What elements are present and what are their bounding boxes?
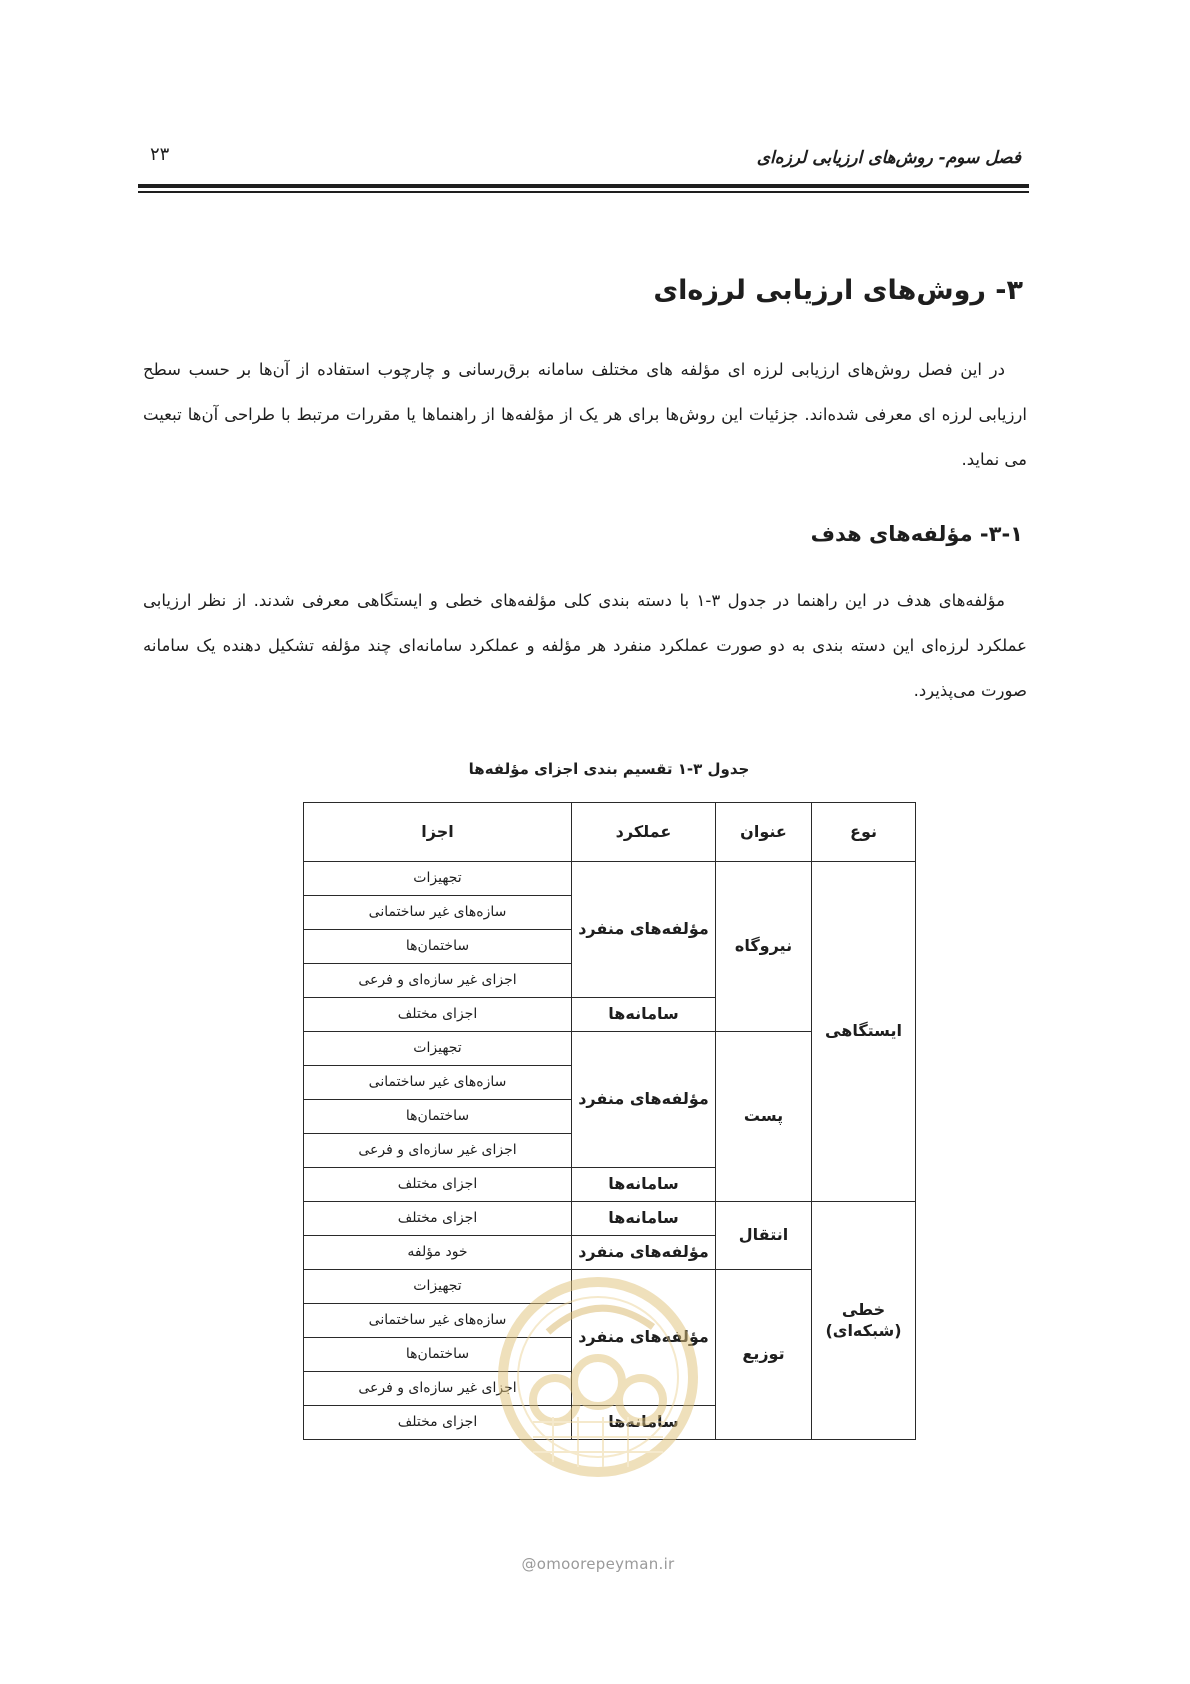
table-row (304, 862, 916, 896)
function-cell: مؤلفه‌های منفرد (572, 1270, 716, 1406)
header-type: نوع (812, 803, 916, 862)
header-rule-thick (138, 184, 1029, 188)
running-header: فصل سوم- روش‌های ارزیابی لرزه‌ای (756, 148, 1021, 168)
function-cell: مؤلفه‌های منفرد (572, 862, 716, 998)
function-cell: سامانه‌ها (572, 1168, 716, 1202)
title-cell: پست (716, 1032, 812, 1202)
part-cell: ساختمان‌ها (304, 930, 572, 964)
part-cell: اجزای مختلف (304, 1168, 572, 1202)
function-cell: سامانه‌ها (572, 1406, 716, 1440)
part-cell: ساختمان‌ها (304, 1100, 572, 1134)
part-cell: سازه‌های غیر ساختمانی (304, 896, 572, 930)
part-cell: سازه‌های غیر ساختمانی (304, 1066, 572, 1100)
header-rule-thin (138, 191, 1029, 193)
part-cell: تجهیزات (304, 1270, 572, 1304)
part-cell: اجزای غیر سازه‌ای و فرعی (304, 964, 572, 998)
chapter-heading: ۳- روش‌های ارزیابی لرزه‌ای (653, 275, 1023, 306)
function-cell: مؤلفه‌های منفرد (572, 1032, 716, 1168)
function-cell: مؤلفه‌های منفرد (572, 1236, 716, 1270)
part-cell: تجهیزات (304, 1032, 572, 1066)
header-title: عنوان (716, 803, 812, 862)
page-number: ۲۳ (150, 144, 170, 165)
part-cell: اجزای مختلف (304, 1202, 572, 1236)
section-heading: ۳-۱- مؤلفه‌های هدف (810, 522, 1023, 546)
type-cell: ایستگاهی (812, 862, 916, 1202)
title-cell: انتقال (716, 1202, 812, 1270)
table-caption: جدول ۳-۱ تقسیم بندی اجزای مؤلفه‌ها (468, 760, 750, 778)
part-cell: اجزای مختلف (304, 998, 572, 1032)
function-cell: سامانه‌ها (572, 998, 716, 1032)
part-cell: خود مؤلفه (304, 1236, 572, 1270)
components-table (303, 802, 916, 1440)
part-cell: سازه‌های غیر ساختمانی (304, 1304, 572, 1338)
part-cell: اجزای مختلف (304, 1406, 572, 1440)
function-cell: سامانه‌ها (572, 1202, 716, 1236)
intro-paragraph: در این فصل روش‌های ارزیابی لرزه ای مؤلفه های مختلف سامانه برق‌رسانی و چارچوب استفاده از آن‌ها بر حسب سطح ارزیابی لرزه ای معرفی شده‌اند. جزئیات این روش‌ها برای هر یک از مؤلفه‌ها از راهنماها یا مقررات مرتبط با طراحی آن‌ها تبعیت می نماید. (143, 360, 1027, 469)
header-parts: اجزا (304, 803, 572, 862)
part-cell: اجزای غیر سازه‌ای و فرعی (304, 1372, 572, 1406)
part-cell: ساختمان‌ها (304, 1338, 572, 1372)
table-row (304, 1202, 916, 1236)
title-cell: توزیع (716, 1270, 812, 1440)
part-cell: تجهیزات (304, 862, 572, 896)
title-cell: نیروگاه (716, 862, 812, 1032)
header-function: عملکرد (572, 803, 716, 862)
table-header-row (304, 803, 916, 862)
type-cell: خطی (شبکه‌ای) (812, 1202, 916, 1440)
section-paragraph: مؤلفه‌های هدف در این راهنما در جدول ۳-۱ با دسته بندی کلی مؤلفه‌های خطی و ایستگاهی معرفی شدند. از نظر ارزیابی عملکرد لرزه‌ای این دسته بندی به دو صورت عملکرد منفرد هر مؤلفه و عملکرد سامانه‌ای چند مؤلفه تشکیل دهنده یک سامانه صورت می‌پذیرد. (143, 591, 1027, 700)
part-cell: اجزای غیر سازه‌ای و فرعی (304, 1134, 572, 1168)
watermark-site-text: @omoorepeyman.ir (521, 1555, 675, 1573)
